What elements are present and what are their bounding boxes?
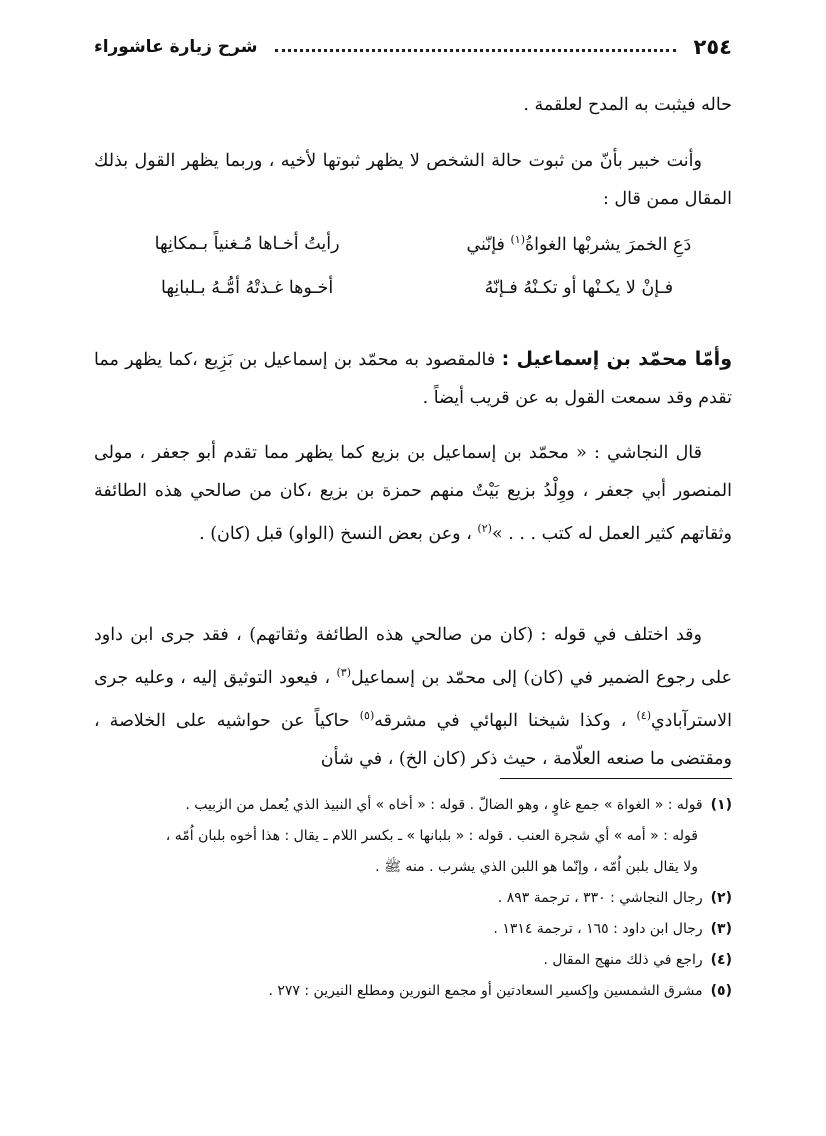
footnote-5-text: مشرق الشمسين وإكسير السعادتين أو مجمع النورين ومطلع النيرين : ٢٧٧ . (268, 983, 703, 999)
paragraph-5-text-d: حاكياً عن حواشيه على الخلاصة ، ومقتضى ما صنعه العلّامة ، حيث ذكر (كان الخ) ، في شأن (94, 710, 732, 769)
verse-1-first-end: فإنّني (466, 234, 511, 255)
paragraph-1-text: حاله فيثبت به المدح لعلقمة . (523, 95, 732, 115)
footnote-5-number: (٥) (710, 983, 732, 999)
section-heading-muhammad-ibn-ismail: وأمّا محمّد بن إسماعيل : (501, 348, 733, 370)
paragraph-5-text-c: ، وكذا شيخنا البهائي في مشرقه (374, 710, 637, 731)
footnote-ref-4[interactable]: (٤) (636, 708, 651, 722)
verse-2-first-hemistich: فـإنْ لا يكـنْها أو تكـنْهُ فـإنّهُ (484, 278, 674, 298)
poem-verse-1 (94, 222, 732, 266)
footnote-1-line-2: قوله : « أمه » أي شجرة العنب . قوله : « بلبانها » ـ بكسر اللام ـ يقال : هذا أخوه بلبان اُمّه ، (165, 828, 698, 844)
paragraph-3 (94, 340, 732, 417)
paragraph-3-text: فالمقصود به محمّد بن إسماعيل بن بَزِيع ،كما يظهر مما تقدم وقد سمعت القول به عن قريب أيضاً . (94, 350, 732, 408)
paragraph-5-text-b: ، فيعود التوثيق إليه ، وعليه جرى الاسترآبادي (94, 667, 732, 731)
footnote-1-number: (١) (710, 797, 732, 813)
footnote-1-line-1: قوله : « الغواة » جمع غاوٍ ، وهو الضالّ . قوله : « أخاه » أي النبيذ الذي يُعمل من الزبيب . (185, 797, 703, 813)
footnote-4-text: راجع في ذلك منهج المقال . (543, 952, 703, 968)
verse-1-second-hemistich: رأيتُ أخـاها مُـغنياً بـمكانِها (154, 234, 340, 254)
footnote-ref-5[interactable]: (٥) (359, 708, 375, 722)
footnote-2-text: رجال النجاشي : ٣٣٠ ، ترجمة ٨٩٣ . (497, 890, 703, 906)
footnote-4-number: (٤) (710, 952, 732, 968)
footnote-ref-2[interactable]: (٢) (477, 522, 492, 535)
footnote-2 (90, 883, 732, 914)
footnote-1-line-3: ولا يقال بلبن اُمّه ، وإنّما هو اللبن الذي يشرب . منه ﷺ . (375, 859, 698, 875)
footnote-ref-1[interactable]: (١) (510, 233, 525, 247)
header-dot-leader (275, 49, 675, 52)
paragraph-4 (94, 434, 732, 553)
verse-1-first-text: دَعِ الخمرَ يشربْها الغواةُ (524, 234, 692, 255)
footnote-separator (500, 778, 732, 779)
page-number: ٢٥٤ (693, 35, 732, 59)
paragraph-2-text: وأنت خبير بأنّ من ثبوت حالة الشخص لا يظهر ثبوتها لأخيه ، وربما يظهر القول بذلك المقال ممن قال : (94, 151, 732, 209)
poem-verse-2 (94, 266, 732, 310)
footnote-ref-3[interactable]: (٣) (336, 666, 351, 679)
paragraph-5-text-a: وقد اختلف في قوله : (كان من صالحي هذه الطائفة وثقاتهم) ، فقد جرى ابن داود على رجوع الضمير في (كان) إلى محمّد بن إسماعيل (94, 625, 733, 688)
footnote-5 (90, 976, 732, 1007)
footnote-3-text: رجال ابن داود : ١٦٥ ، ترجمة ١٣١٤ . (493, 921, 703, 937)
running-title: شرح زيارة عاشوراء (94, 37, 258, 57)
footnotes (90, 790, 732, 1007)
running-header (94, 32, 732, 62)
paragraph-4-quote: قال النجاشي : « محمّد بن إسماعيل بن بزيع كما يظهر مما تقدم أبو جعفر ، مولى المنصور أبي جعفر ، ووِلْدُ بزيع بَيْتٌ منهم حمزة بن بزيع ،كان من صالحي هذه الطائفة وثقاتهم كثير العمل له كتب . . . » (94, 443, 732, 544)
paragraph-5 (94, 616, 732, 778)
footnote-2-number: (٢) (710, 890, 732, 906)
paragraph-2 (94, 142, 732, 218)
footnote-3 (90, 914, 732, 945)
poem (94, 222, 732, 310)
paragraph-4-text: ، وعن بعض النسخ (الواو) قبل (كان) . (199, 523, 478, 544)
verse-2-second-hemistich: أخـوها غـذتْهُ أمُّـهُ بـلبانِها (161, 278, 334, 298)
footnote-4 (90, 945, 732, 976)
paragraph-1 (94, 86, 732, 124)
verse-1-first-hemistich (426, 233, 732, 255)
footnote-1 (90, 790, 732, 821)
footnote-3-number: (٣) (710, 921, 732, 937)
